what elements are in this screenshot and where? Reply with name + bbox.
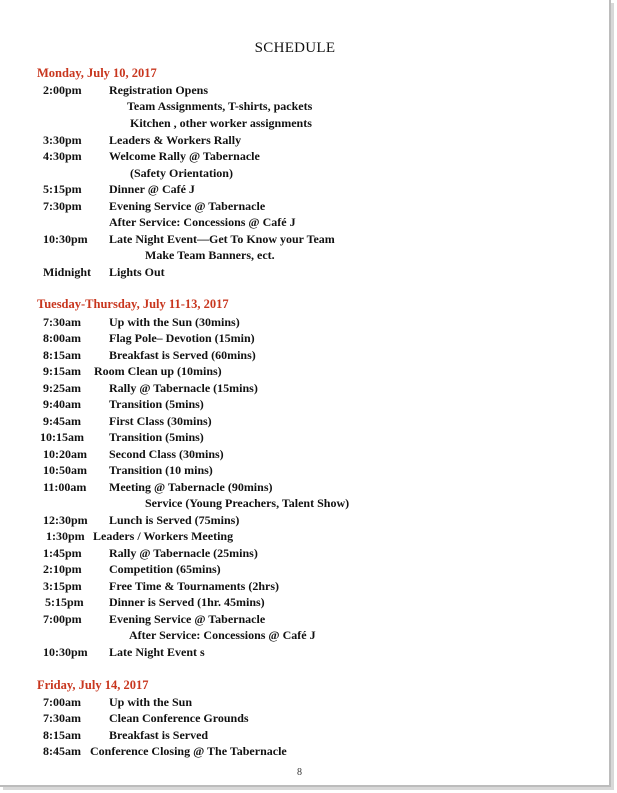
time: 9:45am bbox=[43, 414, 81, 428]
time: 3:15pm bbox=[43, 579, 82, 593]
event-detail: (Safety Orientation) bbox=[130, 166, 233, 180]
event: Transition (10 mins) bbox=[109, 463, 213, 477]
event: Up with the Sun bbox=[109, 695, 193, 709]
time: 2:00pm bbox=[43, 83, 82, 97]
event: Breakfast is Served (60mins) bbox=[109, 348, 256, 362]
time: 10:50am bbox=[43, 463, 87, 477]
event: Leaders / Workers Meeting bbox=[93, 529, 234, 543]
time: 7:30am bbox=[43, 315, 81, 329]
time: Midnight bbox=[43, 265, 92, 279]
day-heading-monday: Monday, July 10, 2017 bbox=[37, 66, 157, 80]
event: Lights Out bbox=[109, 265, 165, 279]
event: Registration Opens bbox=[109, 83, 208, 97]
page-number: 8 bbox=[297, 767, 302, 778]
event: Up with the Sun (30mins) bbox=[109, 315, 240, 329]
time: 10:15am bbox=[40, 430, 84, 444]
day-heading-tuesday-thursday: Tuesday-Thursday, July 11-13, 2017 bbox=[37, 297, 229, 311]
page-title: SCHEDULE bbox=[254, 40, 336, 56]
event: Rally @ Tabernacle (25mins) bbox=[109, 546, 258, 560]
event: Late Night Event s bbox=[109, 645, 205, 659]
time: 5:15pm bbox=[45, 595, 84, 609]
event: Lunch is Served (75mins) bbox=[109, 513, 240, 527]
event: Evening Service @ Tabernacle bbox=[109, 199, 266, 213]
time: 10:30pm bbox=[43, 232, 88, 246]
event: Second Class (30mins) bbox=[109, 447, 224, 461]
event: Welcome Rally @ Tabernacle bbox=[109, 149, 260, 163]
event: Meeting @ Tabernacle (90mins) bbox=[109, 480, 273, 494]
event: Flag Pole– Devotion (15min) bbox=[109, 331, 255, 345]
event-detail: Kitchen , other worker assignments bbox=[130, 116, 312, 130]
time: 2:10pm bbox=[43, 562, 82, 576]
time: 1:30pm bbox=[46, 529, 85, 543]
event-detail: After Service: Concessions @ Café J bbox=[129, 628, 316, 642]
time: 12:30pm bbox=[43, 513, 88, 527]
time: 10:20am bbox=[43, 447, 87, 461]
time: 9:15am bbox=[43, 364, 81, 378]
event: Transition (5mins) bbox=[109, 430, 204, 444]
time: 7:30pm bbox=[43, 199, 82, 213]
time: 8:15am bbox=[43, 348, 81, 362]
time: 8:15am bbox=[43, 728, 81, 742]
event-detail: Make Team Banners, ect. bbox=[145, 248, 275, 262]
time: 1:45pm bbox=[43, 546, 82, 560]
event: Breakfast is Served bbox=[109, 728, 209, 742]
time: 7:00am bbox=[43, 695, 81, 709]
event: Late Night Event—Get To Know your Team bbox=[109, 232, 335, 246]
time: 8:45am bbox=[43, 744, 81, 758]
time: 11:00am bbox=[43, 480, 87, 494]
event: Clean Conference Grounds bbox=[109, 711, 249, 725]
time: 7:30am bbox=[43, 711, 81, 725]
time: 8:00am bbox=[43, 331, 81, 345]
event: Rally @ Tabernacle (15mins) bbox=[109, 381, 258, 395]
time: 4:30pm bbox=[43, 149, 82, 163]
event: Competition (65mins) bbox=[109, 562, 221, 576]
day-heading-friday: Friday, July 14, 2017 bbox=[37, 678, 149, 692]
time: 7:00pm bbox=[43, 612, 82, 626]
event-detail: Service (Young Preachers, Talent Show) bbox=[145, 496, 350, 510]
event: Transition (5mins) bbox=[109, 397, 204, 411]
event: Room Clean up (10mins) bbox=[94, 364, 222, 378]
time: 5:15pm bbox=[43, 182, 82, 196]
time: 9:25am bbox=[43, 381, 81, 395]
time: 10:30pm bbox=[43, 645, 88, 659]
event: Leaders & Workers Rally bbox=[109, 133, 242, 147]
event-detail: Team Assignments, T-shirts, packets bbox=[127, 99, 313, 113]
event: Free Time & Tournaments (2hrs) bbox=[109, 579, 279, 593]
event: Evening Service @ Tabernacle bbox=[109, 612, 266, 626]
event: Dinner @ Café J bbox=[109, 182, 195, 196]
event: First Class (30mins) bbox=[109, 414, 212, 428]
time: 3:30pm bbox=[43, 133, 82, 147]
event: Conference Closing @ The Tabernacle bbox=[90, 744, 287, 758]
event-detail: After Service: Concessions @ Café J bbox=[109, 215, 296, 229]
event: Dinner is Served (1hr. 45mins) bbox=[109, 595, 265, 609]
time: 9:40am bbox=[43, 397, 81, 411]
